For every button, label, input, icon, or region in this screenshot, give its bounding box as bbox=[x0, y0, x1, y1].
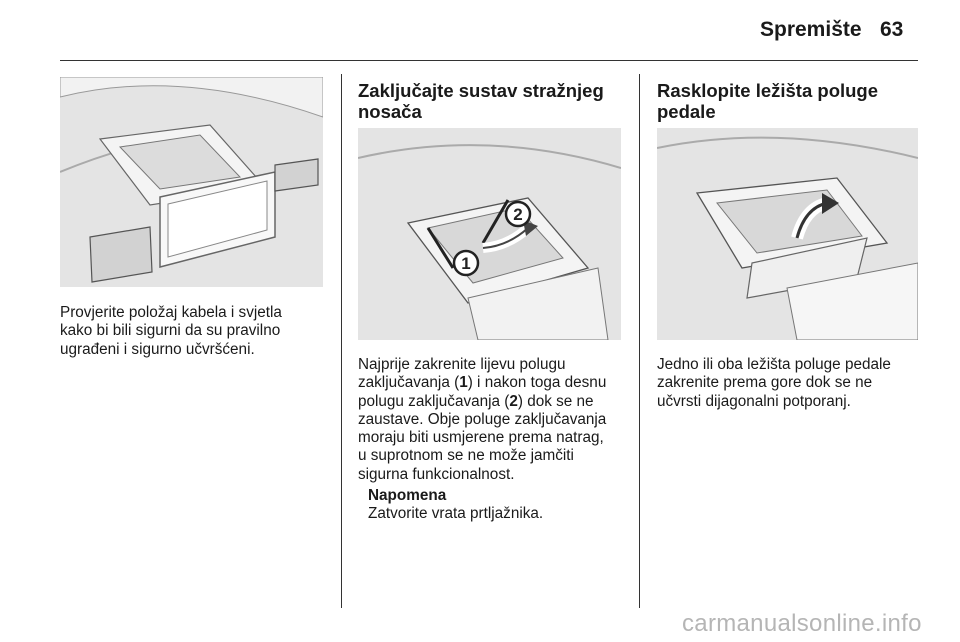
note-heading: Napomena bbox=[368, 487, 447, 504]
column-3-body: Jedno ili oba ležišta poluge pedale zakrenite prema gore dok se ne učvrsti dijagonalni potporanj. bbox=[657, 356, 891, 410]
pedal-lever-drawing bbox=[657, 128, 918, 340]
column-2-body: Najprije zakrenite lijevu polugu zaključavanja (1) i nakon toga desnu polugu zaključavanja (2) dok se ne zaustave. Obje poluge zaključavanja moraju biti usmjerene prema natrag, u suprotnom se ne može jamčiti sigurna funkcionalnost. bbox=[358, 356, 607, 483]
ref-lever-2: 2 bbox=[509, 392, 518, 410]
page-number: 63 bbox=[880, 18, 904, 41]
column-3-heading: Rasklopite ležišta poluge pedale bbox=[657, 80, 879, 122]
rear-carrier-lights-drawing bbox=[60, 77, 323, 287]
callout-2: 2 bbox=[513, 205, 523, 224]
illustration-rear-carrier-lights bbox=[60, 77, 323, 287]
lock-carrier-drawing bbox=[358, 128, 621, 340]
callout-1: 1 bbox=[461, 254, 471, 273]
illustration-pedal-lever bbox=[657, 128, 918, 340]
column-2-heading: Zaključajte sustav stražnjeg nosača bbox=[358, 80, 604, 122]
header-rule bbox=[60, 60, 918, 61]
column-divider-1 bbox=[341, 74, 342, 608]
page-title: Spremište bbox=[760, 18, 862, 41]
illustration-lock-carrier bbox=[358, 128, 621, 340]
ref-lever-1: 1 bbox=[459, 374, 468, 392]
note-text: Zatvorite vrata prtljažnika. bbox=[368, 505, 544, 522]
column-divider-2 bbox=[639, 74, 640, 608]
watermark: carmanualsonline.info bbox=[682, 610, 922, 637]
column-1-body: Provjerite položaj kabela i svjetla kako bi bili sigurni da su pravilno ugrađeni i sigurno učvršćeni. bbox=[60, 304, 282, 358]
